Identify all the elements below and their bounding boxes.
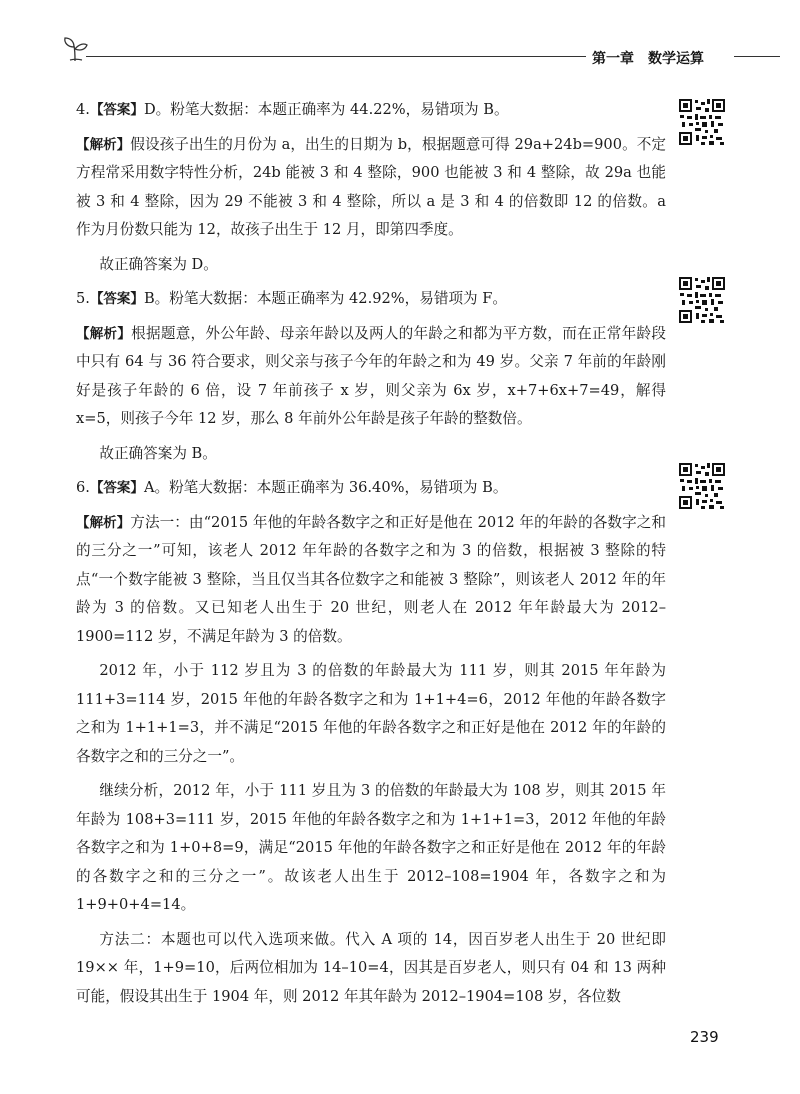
answer-text: B。粉笔大数据：本题正确率为 42.92%，易错项为 F。 bbox=[143, 290, 507, 307]
q4-conclusion: 故正确答案为 D。 bbox=[99, 255, 218, 273]
answer-tag: 【答案】 bbox=[89, 291, 144, 307]
q6-paragraph-4: 方法二：本题也可以代入选项来做。代入 A 项的 14，因百岁老人出生于 20 世纪即 19×× 年，1+9=10，后两位相加为 14–10=4，因其是百岁老人，则只有 04 和 13 两种可能，假设其出生于 1904 年，则 2012 年其年龄为 2012–1904=108 岁，各位数 bbox=[76, 930, 666, 1005]
analysis-text: 假设孩子出生的月份为 a，出生的日期为 b，根据题意可得 29a+24b=900。不定方程常采用数字特性分析，24b 能被 3 和 4 整除，900 也能被 3 和 4 整除，故 29a 也能被 3 和 4 整除，因为 29 不能被 3 和 4 整除，所以 a 是 3 和 4 的倍数即 12 的倍数。a 作为月份数只能为 12，故孩子出生于 12 月，即第四季度。 bbox=[76, 135, 666, 238]
answer-tag: 【答案】 bbox=[89, 480, 144, 496]
q4-answer bbox=[76, 96, 666, 125]
q5-answer bbox=[76, 285, 666, 314]
q6-paragraph-3: 继续分析，2012 年，小于 111 岁且为 3 的倍数的年龄最大为 108 岁，则其 2015 年年龄为 108+3=111 岁，2015 年他的年龄各数字之和为 1+1+1=3，2012 年他的年龄各数字之和为 1+0+8=9，满足“2015 年他的年龄各数字之和正好是他在 2012 年的年龄的各数字之和的三分之一”。故该老人出生于 2012–108=1904 年，各数字之和为 1+9+0+4=14。 bbox=[76, 782, 666, 913]
chapter-title: 第一章 数学运算 bbox=[592, 51, 704, 67]
answer-tag: 【答案】 bbox=[89, 102, 144, 118]
q6-paragraph-2: 2012 年，小于 112 岁且为 3 的倍数的年龄最大为 111 岁，则其 2015 年年龄为 111+3=114 岁，2015 年他的年龄各数字之和为 1+1+4=6，2012 年他的年龄各数字之和为 1+1+1=3，并不满足“2015 年他的年龄各数字之和正好是他在 2012 年的年龄的各数字之和的三分之一”。 bbox=[76, 662, 666, 765]
analysis-tag: 【解析】 bbox=[76, 136, 131, 153]
q5-conclusion: 故正确答案为 B。 bbox=[99, 444, 217, 462]
analysis-text: 方法一：由“2015 年他的年龄各数字之和正好是他在 2012 年的年龄的各数字之和的三分之一”可知，该老人 2012 年年龄的各数字之和为 3 的倍数，根据被 3 整除的特点“一个数字能被 3 整除，当且仅当其各位数字之和能被 3 整除”，则该老人 2012 年的年龄为 3 的倍数。又已知老人出生于 20 世纪，则老人在 2012 年年龄最大为 2012–1900=112 岁，不满足年龄为 3 的倍数。 bbox=[76, 513, 666, 645]
qr-code-icon[interactable] bbox=[678, 462, 726, 510]
question-number: 6. bbox=[76, 479, 90, 496]
analysis-text: 根据题意，外公年龄、母亲年龄以及两人的年龄之和都为平方数，而在正常年龄段中只有 64 与 36 符合要求，则父亲与孩子今年的年龄之和为 49 岁。父亲 7 年前的年龄刚好是孩子年龄的 6 倍，设 7 年前孩子 x 岁，则父亲为 6x 岁，x+7+6x+7=49，解得 x=5，则孩子今年 12 岁，那么 8 年前外公年龄是孩子年龄的整数倍。 bbox=[76, 324, 666, 427]
sprout-icon bbox=[60, 34, 90, 64]
question-number: 4. bbox=[76, 101, 90, 118]
page-header bbox=[0, 32, 800, 72]
q5-analysis bbox=[76, 320, 666, 434]
q6-answer bbox=[76, 474, 666, 503]
answer-content bbox=[76, 96, 666, 1011]
analysis-tag: 【解析】 bbox=[76, 514, 131, 531]
answer-text: A。粉笔大数据：本题正确率为 36.40%，易错项为 B。 bbox=[143, 479, 508, 496]
analysis-tag: 【解析】 bbox=[76, 325, 132, 342]
answer-text: D。粉笔大数据：本题正确率为 44.22%，易错项为 B。 bbox=[143, 101, 509, 118]
qr-code-icon[interactable] bbox=[678, 98, 726, 146]
header-rule bbox=[86, 56, 586, 57]
q4-analysis bbox=[76, 131, 666, 245]
page-number: 239 bbox=[690, 1028, 719, 1046]
q6-analysis bbox=[76, 509, 666, 652]
header-rule-right bbox=[734, 56, 780, 57]
question-number: 5. bbox=[76, 290, 90, 307]
qr-code-icon[interactable] bbox=[678, 276, 726, 324]
